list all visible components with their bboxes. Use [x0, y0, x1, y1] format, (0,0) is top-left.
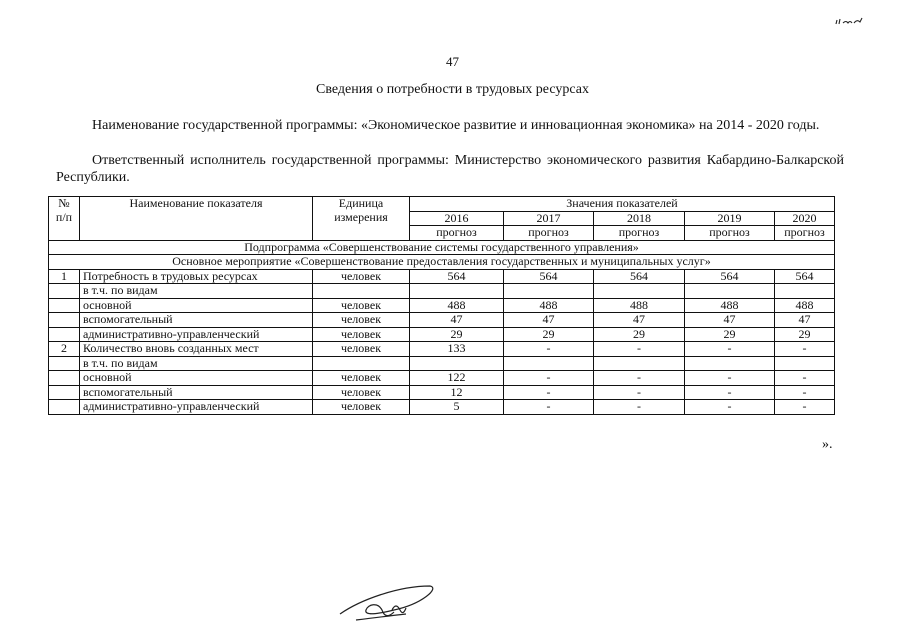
value-cell: -: [685, 385, 775, 400]
value-cell: 564: [504, 269, 594, 284]
unit-cell: человек: [313, 342, 410, 357]
value-cell: -: [775, 400, 835, 415]
indicator-name: Потребность в трудовых ресурсах: [80, 269, 313, 284]
value-cell: -: [594, 400, 685, 415]
value-cell: 47: [410, 313, 504, 328]
header-year: 2017: [504, 211, 594, 226]
value-cell: -: [504, 342, 594, 357]
value-cell: 29: [594, 327, 685, 342]
value-cell: -: [504, 385, 594, 400]
row-number: [49, 298, 80, 313]
value-cell: 488: [775, 298, 835, 313]
signature: [336, 580, 440, 624]
value-cell: 488: [504, 298, 594, 313]
indicator-name: в т.ч. по видам: [80, 284, 313, 299]
value-cell: 564: [685, 269, 775, 284]
page-number: 47: [446, 54, 459, 69]
indicator-name: Количество вновь созданных мест: [80, 342, 313, 357]
header-number: № п/п: [49, 197, 80, 241]
value-cell: -: [594, 371, 685, 386]
labor-resources-table: [48, 196, 835, 415]
value-cell: 47: [775, 313, 835, 328]
table-row: [49, 371, 835, 386]
value-cell: [594, 356, 685, 371]
header-year: 2019: [685, 211, 775, 226]
row-number: [49, 400, 80, 415]
value-cell: [504, 284, 594, 299]
closing-quote: ».: [822, 437, 833, 452]
header-unit: Единица измерения: [313, 197, 410, 241]
row-number: [49, 327, 80, 342]
value-cell: [594, 284, 685, 299]
row-number: 1: [49, 269, 80, 284]
unit-cell: человек: [313, 313, 410, 328]
value-cell: [685, 284, 775, 299]
row-number: [49, 284, 80, 299]
unit-cell: [313, 356, 410, 371]
header-forecast: прогноз: [410, 226, 504, 241]
value-cell: 488: [594, 298, 685, 313]
value-cell: [504, 356, 594, 371]
unit-cell: человек: [313, 269, 410, 284]
unit-cell: человек: [313, 371, 410, 386]
value-cell: 29: [504, 327, 594, 342]
unit-cell: человек: [313, 298, 410, 313]
unit-cell: человек: [313, 327, 410, 342]
indicator-name: основной: [80, 371, 313, 386]
value-cell: [685, 356, 775, 371]
value-cell: [775, 356, 835, 371]
value-cell: -: [685, 371, 775, 386]
value-cell: -: [504, 400, 594, 415]
value-cell: [410, 356, 504, 371]
indicator-name: административно-управленческий: [80, 400, 313, 415]
table-row: [49, 400, 835, 415]
value-cell: 564: [594, 269, 685, 284]
row-number: [49, 313, 80, 328]
value-cell: -: [775, 371, 835, 386]
value-cell: [775, 284, 835, 299]
header-forecast: прогноз: [504, 226, 594, 241]
indicator-name: административно-управленческий: [80, 327, 313, 342]
header-indicator-name: Наименование показателя: [80, 197, 313, 241]
row-number: [49, 371, 80, 386]
row-number: 2: [49, 342, 80, 357]
value-cell: 5: [410, 400, 504, 415]
unit-cell: [313, 284, 410, 299]
value-cell: -: [685, 400, 775, 415]
indicator-name: вспомогательный: [80, 313, 313, 328]
value-cell: 47: [504, 313, 594, 328]
indicator-name: вспомогательный: [80, 385, 313, 400]
executor-paragraph: Ответственный исполнитель государственной программы: Министерство экономического развития Кабардино-Балкарской Республики.: [56, 153, 844, 185]
indicator-name: в т.ч. по видам: [80, 356, 313, 371]
main-activity-row: Основное мероприятие «Совершенствование предоставления государственных и муниципальных услуг»: [49, 255, 835, 270]
value-cell: 564: [410, 269, 504, 284]
row-number: [49, 356, 80, 371]
subprogram-row: Подпрограмма «Совершенствование системы государственного управления»: [49, 240, 835, 255]
table-row: [49, 298, 835, 313]
value-cell: -: [594, 385, 685, 400]
table-row: [49, 342, 835, 357]
table-row: [49, 313, 835, 328]
value-cell: -: [594, 342, 685, 357]
table-row: [49, 327, 835, 342]
row-number: [49, 385, 80, 400]
value-cell: -: [685, 342, 775, 357]
header-year: 2018: [594, 211, 685, 226]
value-cell: 12: [410, 385, 504, 400]
header-year: 2020: [775, 211, 835, 226]
value-cell: 29: [410, 327, 504, 342]
value-cell: 133: [410, 342, 504, 357]
value-cell: -: [504, 371, 594, 386]
indicator-name: основной: [80, 298, 313, 313]
value-cell: 488: [685, 298, 775, 313]
value-cell: 564: [775, 269, 835, 284]
header-forecast: прогноз: [775, 226, 835, 241]
handwritten-mark: [834, 14, 866, 28]
table-row: [49, 356, 835, 371]
value-cell: 29: [775, 327, 835, 342]
program-name-paragraph: Наименование государственной программы: «Экономическое развитие и инновационная экономика» на 2014 - 2020 годы.: [92, 118, 820, 133]
document-title: Сведения о потребности в трудовых ресурсах: [316, 82, 589, 97]
table-row: [49, 269, 835, 284]
table-row: [49, 284, 835, 299]
value-cell: [410, 284, 504, 299]
header-forecast: прогноз: [594, 226, 685, 241]
unit-cell: человек: [313, 385, 410, 400]
value-cell: 47: [594, 313, 685, 328]
header-year: 2016: [410, 211, 504, 226]
value-cell: 488: [410, 298, 504, 313]
value-cell: -: [775, 385, 835, 400]
header-values: Значения показателей: [410, 197, 835, 212]
value-cell: 122: [410, 371, 504, 386]
table-row: [49, 385, 835, 400]
unit-cell: человек: [313, 400, 410, 415]
header-forecast: прогноз: [685, 226, 775, 241]
value-cell: 29: [685, 327, 775, 342]
value-cell: -: [775, 342, 835, 357]
value-cell: 47: [685, 313, 775, 328]
